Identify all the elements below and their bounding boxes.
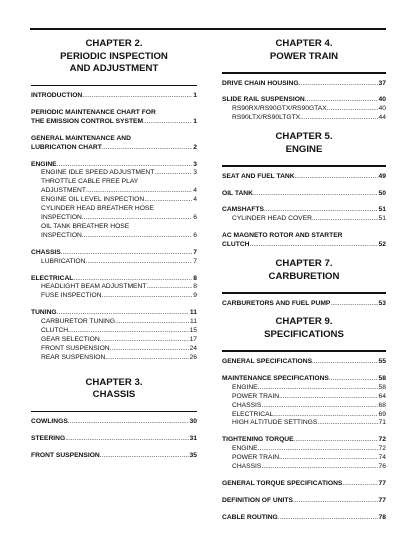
toc-entry-label: LUBRICATION bbox=[41, 257, 86, 265]
toc-entry[interactable] bbox=[31, 292, 197, 301]
toc-entry-label: FRONT SUSPENSION bbox=[41, 344, 110, 352]
toc-entry-label: POWER TRAIN bbox=[232, 454, 280, 462]
toc-entry[interactable] bbox=[222, 402, 386, 411]
toc-entry[interactable] bbox=[31, 196, 197, 205]
toc-page-number: 49 bbox=[378, 172, 386, 180]
toc-page-number: 77 bbox=[378, 496, 386, 504]
dot-leader bbox=[300, 114, 377, 123]
toc-section bbox=[222, 497, 386, 506]
toc-group bbox=[31, 418, 197, 461]
chapter-title-line: SPECIFICATIONS bbox=[264, 328, 344, 340]
toc-page-number: 69 bbox=[378, 410, 386, 418]
toc-entry[interactable] bbox=[222, 215, 386, 224]
toc-entry-label: THE EMISSION CONTROL SYSTEM bbox=[31, 117, 144, 125]
dot-leader bbox=[73, 275, 192, 284]
toc-entry-label: CHASSIS bbox=[232, 463, 262, 471]
divider bbox=[222, 165, 386, 167]
toc-page-number: 24 bbox=[189, 344, 197, 352]
toc-page-number: 9 bbox=[193, 292, 197, 300]
dot-leader bbox=[278, 514, 378, 523]
toc-entry[interactable] bbox=[222, 454, 386, 463]
toc-page-number: 74 bbox=[378, 454, 386, 462]
toc-entry-label: STEERING bbox=[31, 435, 66, 443]
toc-entry[interactable] bbox=[222, 419, 386, 428]
dot-leader bbox=[57, 161, 193, 170]
toc-section bbox=[31, 452, 197, 461]
toc-page-number: 26 bbox=[189, 353, 197, 361]
dot-leader bbox=[279, 393, 377, 402]
toc-group bbox=[222, 358, 386, 523]
dot-leader bbox=[330, 300, 377, 309]
chapter-title-line: AND ADJUSTMENT bbox=[69, 63, 159, 74]
toc-page-number: 68 bbox=[378, 401, 386, 409]
dot-leader bbox=[102, 144, 192, 153]
toc-entry-label: RS90RX/RS90GTX/RS90GTAX bbox=[232, 105, 327, 113]
toc-section bbox=[222, 206, 386, 224]
toc-entry[interactable] bbox=[222, 463, 386, 472]
toc-entry-label: MAINTENANCE SPECIFICATIONS bbox=[222, 374, 329, 382]
toc-entry-label: CLUTCH bbox=[222, 241, 250, 249]
toc-entry[interactable] bbox=[31, 452, 197, 461]
toc-section bbox=[222, 96, 386, 123]
toc-group bbox=[222, 173, 386, 250]
dot-leader bbox=[146, 283, 192, 292]
toc-entry-label: DEFINITION OF UNITS bbox=[222, 496, 293, 504]
dot-leader bbox=[85, 258, 192, 267]
toc-entry-text: PERIODIC MAINTENANCE CHART FOR bbox=[31, 108, 156, 116]
toc-entry-text: AC MAGNETO ROTOR AND STARTER bbox=[222, 232, 343, 240]
dot-leader bbox=[68, 418, 189, 427]
toc-group bbox=[31, 92, 197, 363]
dot-leader bbox=[82, 232, 192, 241]
toc-entry[interactable] bbox=[222, 241, 386, 250]
chapter-heading bbox=[31, 38, 197, 76]
toc-entry-label: FRONT SUSPENSION bbox=[31, 451, 100, 459]
dot-leader bbox=[144, 196, 192, 205]
toc-entry[interactable] bbox=[31, 92, 197, 101]
toc-page-number: 6 bbox=[193, 231, 197, 239]
toc-entry[interactable] bbox=[222, 105, 386, 114]
toc-entry-label: ELECTRICAL bbox=[31, 274, 74, 282]
toc-page-number: 44 bbox=[378, 114, 386, 122]
chapter-title-line: CHAPTER 2. bbox=[85, 38, 143, 49]
toc-page-number: 53 bbox=[378, 299, 386, 307]
toc-entry-label: HIGH ALTITUDE SETTINGS bbox=[232, 419, 318, 427]
toc-page-number: 55 bbox=[378, 357, 386, 365]
chapter-title-line: CHAPTER 5. bbox=[275, 131, 333, 143]
toc-page-number: 11 bbox=[190, 318, 197, 326]
toc-entry[interactable] bbox=[31, 345, 197, 354]
toc-page-number: 6 bbox=[193, 213, 197, 221]
toc-page-number: 1 bbox=[193, 92, 197, 99]
toc-entry-label: CHASSIS bbox=[232, 401, 262, 409]
divider bbox=[31, 411, 197, 413]
toc-entry-label: ADJUSTMENT bbox=[41, 187, 86, 195]
toc-entry[interactable] bbox=[222, 497, 386, 506]
chapter-title-line: CHAPTER 3. bbox=[85, 376, 143, 388]
toc-entry[interactable] bbox=[222, 445, 386, 454]
toc-entry-label: GENERAL TORQUE SPECIFICATIONS bbox=[222, 479, 343, 487]
dot-leader bbox=[253, 190, 378, 199]
toc-section bbox=[31, 109, 197, 127]
divider bbox=[222, 72, 386, 74]
chapter-title-line: ENGINE bbox=[285, 143, 323, 155]
dot-leader bbox=[327, 105, 378, 114]
toc-page-number: 72 bbox=[378, 436, 386, 444]
toc-entry[interactable] bbox=[222, 384, 386, 393]
dot-leader bbox=[261, 402, 377, 411]
dot-leader bbox=[250, 241, 378, 250]
toc-entry[interactable] bbox=[31, 144, 197, 153]
toc-page-number: 15 bbox=[189, 327, 197, 335]
chapter-title-line: POWER TRAIN bbox=[269, 50, 339, 62]
toc-entry-label: INSPECTION bbox=[41, 231, 82, 239]
dot-leader bbox=[299, 80, 378, 89]
dot-leader bbox=[342, 480, 377, 489]
toc-section bbox=[31, 249, 197, 267]
toc-entry-label: CABLE ROUTING bbox=[222, 513, 278, 521]
toc-section bbox=[222, 514, 386, 523]
toc-group bbox=[222, 300, 386, 309]
chapter-title-line: CHAPTER 4. bbox=[275, 38, 333, 49]
toc-page-number: 8 bbox=[193, 283, 197, 291]
toc-group bbox=[222, 80, 386, 124]
toc-entry[interactable] bbox=[31, 214, 197, 223]
toc-page-number: 51 bbox=[378, 206, 386, 214]
toc-entry-label: INSPECTION bbox=[41, 213, 82, 221]
toc-section bbox=[222, 232, 386, 250]
toc-entry-label: GENERAL SPECIFICATIONS bbox=[222, 357, 313, 365]
toc-section bbox=[31, 435, 197, 444]
toc-entry-text: CYLINDER HEAD BREATHER HOSE bbox=[41, 205, 154, 213]
toc-page-number: 3 bbox=[193, 169, 197, 177]
dot-leader bbox=[105, 354, 188, 363]
toc-entry-text: GENERAL MAINTENANCE AND bbox=[31, 134, 131, 142]
toc-page-number: 77 bbox=[378, 479, 386, 487]
toc-entry[interactable] bbox=[222, 206, 386, 215]
toc-entry[interactable] bbox=[222, 480, 386, 489]
toc-entry-label: POWER TRAIN bbox=[232, 392, 280, 400]
toc-section bbox=[222, 480, 386, 489]
toc-entry[interactable] bbox=[222, 173, 386, 182]
toc-entry[interactable] bbox=[31, 283, 197, 292]
toc-entry[interactable] bbox=[222, 190, 386, 199]
dot-leader bbox=[293, 497, 378, 506]
chapter-heading bbox=[222, 316, 386, 341]
toc-entry-label: CYLINDER HEAD COVER bbox=[232, 215, 312, 223]
divider bbox=[222, 292, 386, 294]
toc-entry[interactable] bbox=[31, 118, 197, 127]
toc-page-number: 71 bbox=[378, 419, 386, 427]
toc-entry[interactable] bbox=[31, 418, 197, 427]
toc-section bbox=[31, 135, 197, 153]
toc-entry-label: RS90LTX/RS90LTGTX bbox=[232, 114, 301, 122]
dot-leader bbox=[82, 92, 192, 101]
chapter-title-line: PERIODIC INSPECTION bbox=[60, 50, 168, 62]
toc-page-number: 72 bbox=[378, 445, 386, 453]
toc-entry-label: ENGINE OIL LEVEL INSPECTION bbox=[41, 196, 145, 204]
dot-leader bbox=[258, 384, 378, 393]
toc-entry[interactable] bbox=[31, 354, 197, 363]
toc-entry[interactable] bbox=[31, 169, 197, 178]
chapter-title-line: CHAPTER 9. bbox=[275, 316, 333, 328]
dot-leader bbox=[100, 452, 189, 461]
dot-leader bbox=[305, 96, 378, 105]
toc-page-number: 17 bbox=[189, 335, 197, 343]
dot-leader bbox=[294, 436, 378, 445]
dot-leader bbox=[258, 445, 378, 454]
divider bbox=[222, 350, 386, 352]
toc-page-number: 40 bbox=[378, 96, 386, 104]
toc-entry-label: GEAR SELECTION bbox=[41, 335, 100, 343]
dot-leader bbox=[279, 454, 377, 463]
toc-section bbox=[31, 418, 197, 427]
dot-leader bbox=[57, 309, 189, 318]
toc-page-number: 4 bbox=[193, 187, 197, 195]
dot-leader bbox=[65, 435, 188, 444]
toc-entry-label: ENGINE bbox=[232, 383, 258, 391]
toc-entry-label: CARBURETOR TUNING bbox=[41, 318, 116, 326]
toc-entry[interactable] bbox=[222, 96, 386, 105]
toc-page-number: 3 bbox=[193, 160, 197, 168]
toc-entry[interactable] bbox=[31, 336, 197, 345]
toc-entry-label: ELECTRICAL bbox=[232, 410, 274, 418]
toc-entry[interactable] bbox=[31, 435, 197, 444]
toc-section bbox=[222, 436, 386, 472]
toc-section bbox=[31, 309, 197, 362]
toc-page-number: 52 bbox=[378, 241, 386, 249]
toc-entry[interactable] bbox=[31, 232, 197, 241]
toc-entry[interactable] bbox=[31, 249, 197, 258]
toc-entry[interactable] bbox=[31, 161, 197, 170]
toc-page-number: 11 bbox=[189, 309, 197, 317]
toc-page-number: 58 bbox=[378, 374, 386, 382]
dot-leader bbox=[317, 419, 377, 428]
dot-leader bbox=[86, 187, 192, 196]
toc-left-column bbox=[31, 38, 197, 469]
toc-section bbox=[222, 358, 386, 367]
toc-page-number: 51 bbox=[378, 215, 386, 223]
toc-entry-label: TUNING bbox=[31, 309, 57, 317]
toc-entry-label: INTRODUCTION bbox=[31, 92, 83, 99]
toc-entry-label: ENGINE bbox=[31, 160, 57, 168]
dot-leader bbox=[110, 345, 189, 354]
toc-page-number: 64 bbox=[378, 392, 386, 400]
dot-leader bbox=[82, 214, 192, 223]
toc-section bbox=[222, 300, 386, 309]
toc-entry-label: SEAT AND FUEL TANK bbox=[222, 172, 295, 180]
toc-section bbox=[222, 375, 386, 428]
toc-entry[interactable] bbox=[31, 327, 197, 336]
toc-entry[interactable] bbox=[222, 375, 386, 384]
toc-entry[interactable] bbox=[31, 309, 197, 318]
dot-leader bbox=[261, 463, 377, 472]
toc-page-number: 78 bbox=[378, 513, 386, 521]
dot-leader bbox=[295, 173, 378, 182]
chapter-heading bbox=[222, 258, 386, 283]
toc-page-number: 40 bbox=[378, 105, 386, 113]
toc-entry[interactable] bbox=[31, 187, 197, 196]
dot-leader bbox=[115, 318, 189, 327]
toc-page-number: 30 bbox=[189, 418, 197, 426]
toc-entry-label: DRIVE CHAIN HOUSING bbox=[222, 79, 299, 87]
divider bbox=[31, 85, 197, 87]
toc-page-number: 50 bbox=[378, 189, 386, 197]
dot-leader bbox=[154, 169, 192, 178]
chapter-title-line: CARBURETION bbox=[268, 270, 340, 282]
toc-page-number: 7 bbox=[193, 257, 197, 265]
dot-leader bbox=[102, 292, 193, 301]
toc-page-number: 31 bbox=[189, 435, 197, 443]
dot-leader bbox=[143, 118, 192, 127]
toc-entry[interactable] bbox=[31, 318, 197, 327]
toc-entry-label: ENGINE bbox=[232, 445, 258, 453]
dot-leader bbox=[100, 336, 189, 345]
dot-leader bbox=[312, 215, 378, 224]
dot-leader bbox=[273, 411, 377, 420]
toc-entry-label: FUSE INSPECTION bbox=[41, 292, 102, 300]
toc-entry[interactable] bbox=[222, 300, 386, 309]
toc-entry[interactable] bbox=[222, 114, 386, 123]
dot-leader bbox=[312, 358, 378, 367]
toc-entry-label: ENGINE IDLE SPEED ADJUSTMENT bbox=[41, 169, 155, 177]
toc-entry-label: CHASSIS bbox=[31, 248, 61, 256]
toc-entry[interactable] bbox=[31, 275, 197, 284]
toc-right-column bbox=[222, 38, 386, 531]
toc-entry[interactable] bbox=[31, 258, 197, 267]
toc-entry-text: OIL TANK BREATHER HOSE bbox=[41, 222, 130, 230]
toc-page-number: 76 bbox=[378, 463, 386, 471]
toc-section bbox=[222, 80, 386, 89]
toc-page-number: 58 bbox=[378, 383, 386, 391]
toc-entry[interactable] bbox=[222, 436, 386, 445]
chapter-heading bbox=[222, 38, 386, 63]
chapter-title-line: CHAPTER 7. bbox=[275, 258, 333, 270]
chapter-title-line: CHASSIS bbox=[92, 389, 136, 401]
toc-entry[interactable] bbox=[222, 80, 386, 89]
toc-page-number: 37 bbox=[378, 79, 386, 87]
toc-page-number: 7 bbox=[193, 248, 197, 256]
toc-section bbox=[31, 161, 197, 241]
dot-leader bbox=[329, 375, 378, 384]
dot-leader bbox=[264, 206, 378, 215]
toc-page-number: 4 bbox=[193, 196, 197, 204]
toc-entry[interactable] bbox=[222, 514, 386, 523]
toc-section bbox=[222, 190, 386, 199]
top-rule bbox=[30, 28, 386, 30]
toc-section bbox=[31, 92, 197, 101]
toc-page-number: 2 bbox=[193, 143, 197, 151]
toc-section bbox=[31, 275, 197, 302]
chapter-heading bbox=[222, 131, 386, 156]
toc-entry-label: HEADLIGHT BEAM ADJUSTMENT bbox=[41, 283, 147, 291]
toc-entry-label: REAR SUSPENSION bbox=[41, 353, 106, 361]
toc-entry-label: CAMSHAFTS bbox=[222, 206, 264, 214]
toc-entry-label: LUBRICATION CHART bbox=[31, 143, 102, 151]
chapter-heading bbox=[31, 377, 197, 402]
toc-page-number: 8 bbox=[193, 274, 197, 282]
toc-entry[interactable] bbox=[222, 358, 386, 367]
dot-leader bbox=[68, 327, 188, 336]
toc-entry-text: THROTTLE CABLE FREE PLAY bbox=[41, 178, 139, 186]
toc-entry-label: COWLINGS bbox=[31, 418, 68, 426]
dot-leader bbox=[61, 249, 193, 258]
toc-entry-label: SLIDE RAIL SUSPENSION bbox=[222, 96, 305, 104]
toc-entry[interactable] bbox=[222, 411, 386, 420]
toc-section bbox=[222, 173, 386, 182]
toc-entry-label: CARBURETORS AND FUEL PUMP bbox=[222, 299, 331, 307]
toc-page-number: 35 bbox=[189, 451, 197, 459]
toc-entry[interactable] bbox=[222, 393, 386, 402]
toc-entry-label: CLUTCH bbox=[41, 327, 69, 335]
toc-page-number: 1 bbox=[193, 117, 197, 125]
toc-entry-label: OIL TANK bbox=[222, 189, 253, 197]
toc-entry-label: TIGHTENING TORQUE bbox=[222, 436, 294, 444]
